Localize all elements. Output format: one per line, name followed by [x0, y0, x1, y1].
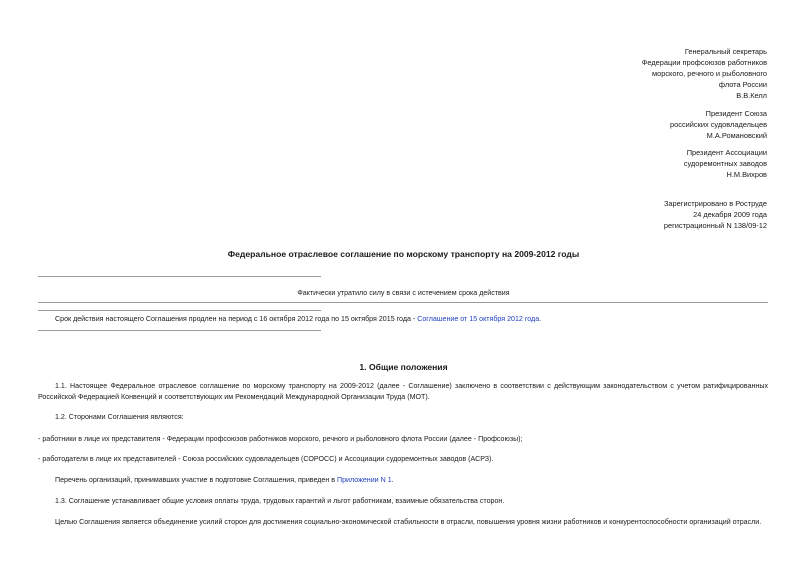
registration-line: 24 декабря 2009 года: [693, 210, 767, 219]
paragraph-workers: - работники в лице их представителя - Федерации профсоюзов работников морского, речного и рыболовного флота России (далее - Профсоюзы);: [38, 435, 523, 443]
paragraph-1-3: 1.3. Соглашение устанавливает общие условия оплаты труда, трудовых гарантий и льгот работникам, взаимные обязательства сторон.: [55, 497, 505, 505]
signatory-line: Президент Ассоциации: [686, 148, 767, 157]
section-title: 1. Общие положения: [359, 362, 448, 372]
signatory-name: М.А.Романовский: [706, 131, 767, 140]
signatory-line: флота России: [718, 80, 767, 89]
signatory-block-fpr: [642, 46, 767, 101]
signatory-line: Президент Союза: [705, 109, 767, 118]
orgs-list-end: .: [391, 476, 394, 484]
signatory-line: Генеральный секретарь: [684, 47, 767, 56]
signatory-line: морского, речного и рыболовного: [652, 69, 767, 78]
signatory-line: российских судовладельцев: [670, 120, 767, 129]
paragraph-1-1: 1.1. Настоящее Федеральное отраслевое соглашение по морскому транспорту на 2009-2012 (далее - Соглашение) заключено в соответствии с действующим законодательством с учетом ратифицированных Российской Федерацией Конвенций и соответствующих им Рекомендаций Международной Организации Труда (МОТ).: [38, 382, 768, 401]
orgs-list-text: Перечень организаций, принимавших участие в подготовке Соглашения, приведен в: [55, 476, 337, 484]
signatory-name: Н.М.Вихров: [726, 170, 767, 179]
agreement-2012-link[interactable]: Соглашение от 15 октября 2012 года: [417, 315, 540, 323]
divider: [38, 330, 321, 331]
extension-note: [55, 315, 541, 323]
paragraph-goal: Целью Соглашения является объединение усилий сторон для достижения социально-экономической стабильности в отрасли, повышения уровня жизни работников и конкурентоспособности организаций отрасли.: [55, 518, 762, 526]
divider: [38, 276, 321, 277]
signatory-block-asrz: [684, 147, 767, 180]
paragraph-1-2: 1.2. Сторонами Соглашения являются:: [55, 413, 184, 421]
status-note: Фактически утратило силу в связи с истечением срока действия: [297, 289, 510, 297]
extension-note-text: Срок действия настоящего Соглашения продлен на период с 16 октября 2012 года по 15 октября 2015 года -: [55, 315, 418, 323]
signatory-line: судоремонтных заводов: [683, 159, 767, 168]
signatory-name: В.В.Келл: [736, 91, 767, 100]
appendix-1-link[interactable]: Приложении N 1: [337, 476, 392, 484]
registration-line: регистрационный N 138/09-12: [663, 221, 767, 230]
divider: [38, 310, 321, 311]
registration-line: Зарегистрировано в Роструде: [663, 199, 767, 208]
paragraph-employers: - работодатели в лице их представителей - Союза российских судовладельцев (СОРОСС) и Ассоциации судоремонтных заводов (АСРЗ).: [38, 455, 494, 463]
registration-block: [664, 198, 767, 231]
divider: [38, 302, 768, 303]
paragraph-orgs-list: [55, 475, 394, 486]
signatory-line: Федерации профсоюзов работников: [641, 58, 767, 67]
signatory-block-soross: [670, 108, 767, 141]
document-title: Федеральное отраслевое соглашение по морскому транспорту на 2009-2012 годы: [227, 249, 580, 259]
extension-note-end: .: [539, 315, 542, 323]
